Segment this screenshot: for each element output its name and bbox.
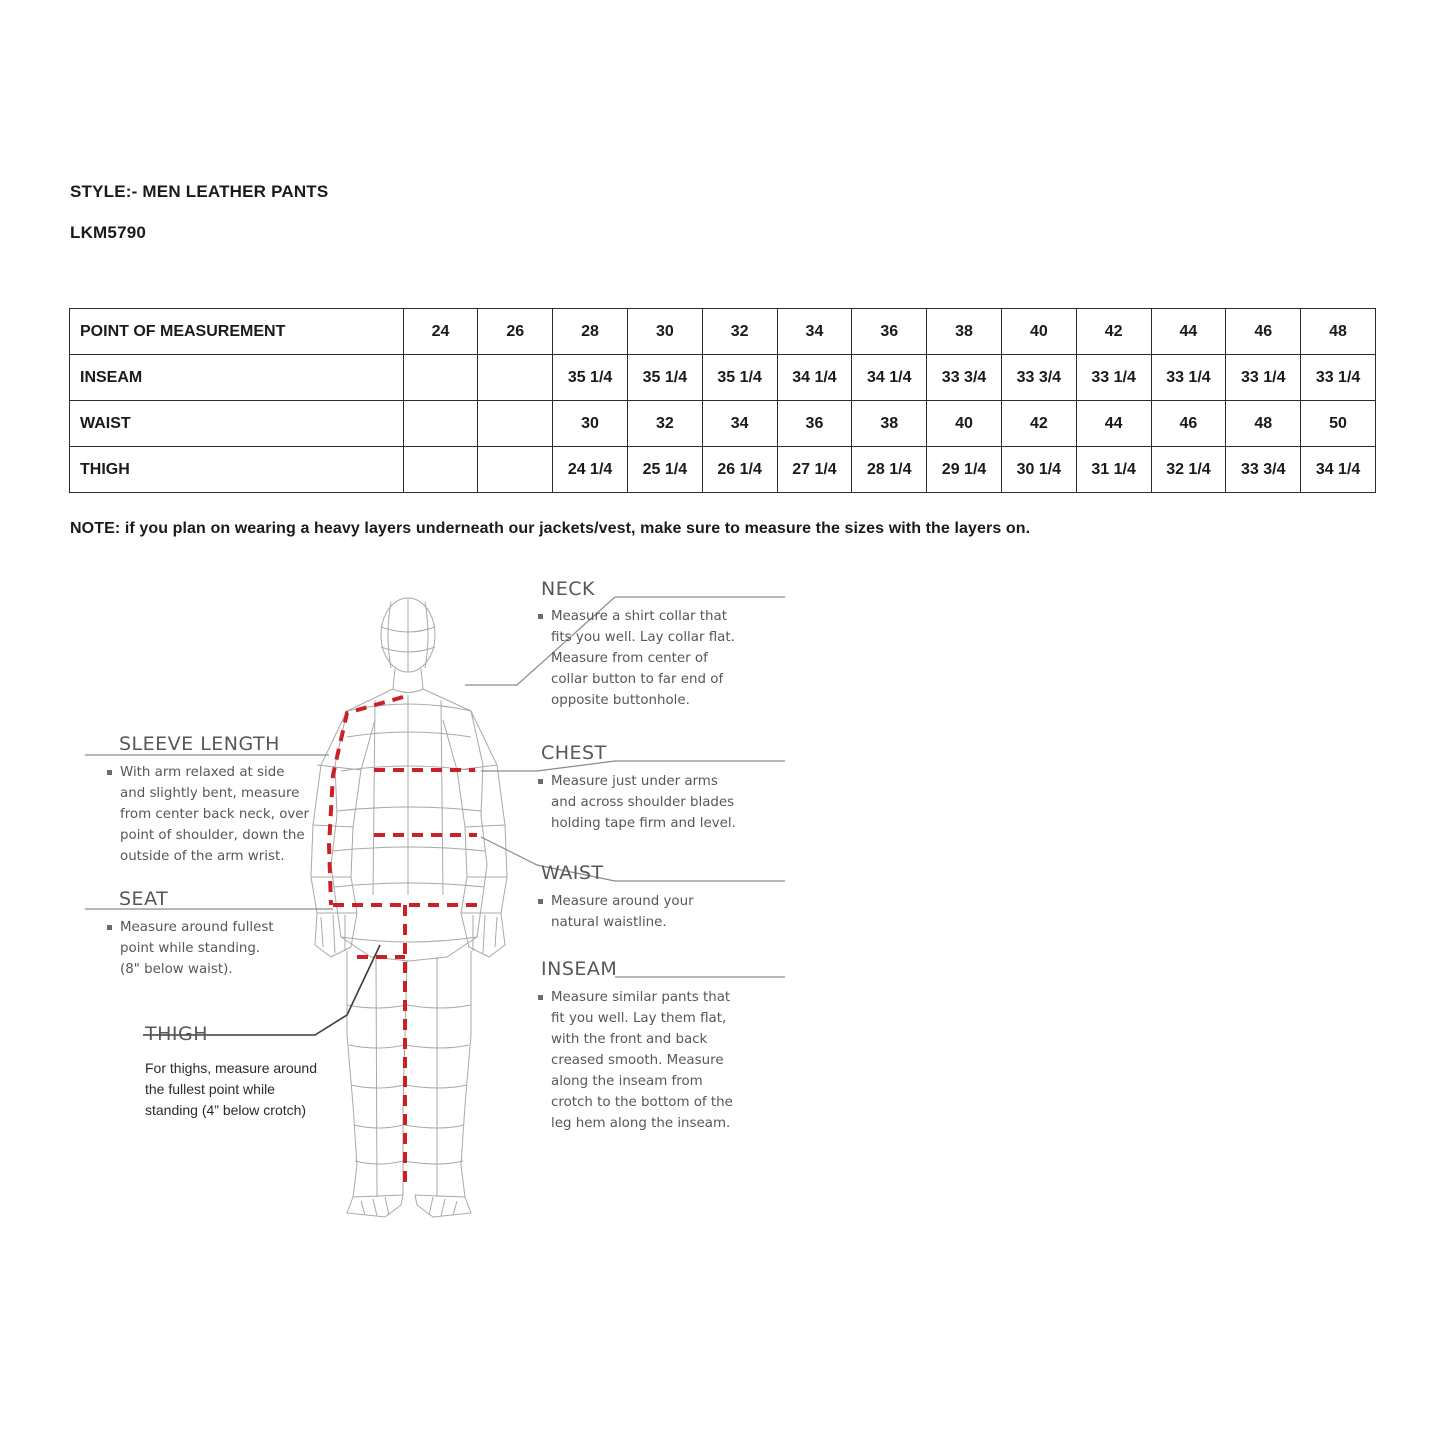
page-title: STYLE:- MEN LEATHER PANTS [70, 182, 329, 201]
mannequin-figure [311, 598, 507, 1217]
cell: 33 1/4 [1226, 355, 1301, 401]
cell: 35 1/4 [627, 355, 702, 401]
table-header-size: 28 [553, 309, 628, 355]
cell: 34 1/4 [852, 355, 927, 401]
leader-waist [481, 837, 785, 881]
cell: 50 [1301, 401, 1376, 447]
table-header-size: 26 [478, 309, 553, 355]
table-header-size: 44 [1151, 309, 1226, 355]
cell [478, 401, 553, 447]
cell: 31 1/4 [1076, 447, 1151, 493]
cell [403, 355, 478, 401]
cell: 35 1/4 [553, 355, 628, 401]
table-header-size: 36 [852, 309, 927, 355]
table-header-size: 46 [1226, 309, 1301, 355]
sleeve-title: SLEEVE LENGTH [119, 733, 280, 755]
cell: 46 [1151, 401, 1226, 447]
seat-title: SEAT [119, 888, 169, 910]
cell: 29 1/4 [927, 447, 1002, 493]
table-header-size: 42 [1076, 309, 1151, 355]
cell: 33 3/4 [1001, 355, 1076, 401]
cell: 26 1/4 [702, 447, 777, 493]
cell: 33 3/4 [927, 355, 1002, 401]
row-label-thigh: THIGH [70, 447, 404, 493]
cell: 28 1/4 [852, 447, 927, 493]
neck-title: NECK [541, 578, 595, 600]
cell [403, 447, 478, 493]
table-header-row [70, 309, 1376, 355]
table-row [70, 401, 1376, 447]
cell: 34 1/4 [1301, 447, 1376, 493]
measurement-note: NOTE: if you plan on wearing a heavy layers underneath our jackets/vest, make sure to measure the sizes with the layers on. [70, 520, 1031, 537]
table-header-size: 40 [1001, 309, 1076, 355]
cell: 48 [1226, 401, 1301, 447]
table-header-size: 34 [777, 309, 852, 355]
cell: 24 1/4 [553, 447, 628, 493]
row-label-inseam: INSEAM [70, 355, 404, 401]
cell: 36 [777, 401, 852, 447]
neck-text: Measure a shirt collar that fits you well. Lay collar flat. Measure from center of collar button to far end of opposite buttonhole. [551, 609, 735, 708]
cell: 30 1/4 [1001, 447, 1076, 493]
cell: 33 1/4 [1076, 355, 1151, 401]
bullet-icon [107, 925, 112, 930]
cell: 32 1/4 [1151, 447, 1226, 493]
waist-text: Measure around your natural waistline. [551, 894, 694, 930]
cell: 27 1/4 [777, 447, 852, 493]
thigh-text: For thighs, measure around the fullest point while standing (4” below crotch) [145, 1060, 317, 1118]
cell [403, 401, 478, 447]
cell [478, 355, 553, 401]
cell: 33 3/4 [1226, 447, 1301, 493]
cell: 30 [553, 401, 628, 447]
measurement-diagram [85, 565, 785, 1225]
cell: 35 1/4 [702, 355, 777, 401]
table-row [70, 447, 1376, 493]
cell: 34 [702, 401, 777, 447]
waist-title: WAIST [541, 862, 604, 884]
cell: 44 [1076, 401, 1151, 447]
cell: 33 1/4 [1151, 355, 1226, 401]
cell [478, 447, 553, 493]
cell: 34 1/4 [777, 355, 852, 401]
cell: 32 [627, 401, 702, 447]
cell: 38 [852, 401, 927, 447]
bullet-icon [538, 779, 543, 784]
bullet-icon [538, 995, 543, 1000]
table-header-size: 32 [702, 309, 777, 355]
inseam-text: Measure similar pants that fit you well. Lay them flat, with the front and back creased smooth. Measure along the inseam from crotch to the bottom of the leg hem along the inseam. [551, 990, 733, 1131]
leader-thigh [143, 945, 380, 1035]
table-header-size: 24 [403, 309, 478, 355]
chest-text: Measure just under arms and across shoulder blades holding tape firm and level. [551, 774, 736, 831]
cell: 25 1/4 [627, 447, 702, 493]
table-header-size: 48 [1301, 309, 1376, 355]
bullet-icon [538, 614, 543, 619]
table-header-size: 38 [927, 309, 1002, 355]
table-header-size: 30 [627, 309, 702, 355]
row-label-waist: WAIST [70, 401, 404, 447]
bullet-icon [107, 770, 112, 775]
table-header-pom: POINT OF MEASUREMENT [70, 309, 404, 355]
leader-chest [481, 761, 785, 771]
cell: 33 1/4 [1301, 355, 1376, 401]
inseam-title: INSEAM [541, 958, 618, 980]
style-code: LKM5790 [70, 223, 147, 242]
sleeve-text: With arm relaxed at side and slightly bent, measure from center back neck, over point of shoulder, down the outside of the arm wrist. [120, 765, 310, 864]
size-measurement-table [69, 308, 1376, 493]
bullet-icon [538, 899, 543, 904]
seat-text: Measure around fullest point while standing. (8" below waist). [120, 920, 274, 977]
tape-sleeve [329, 697, 403, 905]
chest-title: CHEST [541, 742, 607, 764]
thigh-title: THIGH [145, 1023, 209, 1045]
cell: 42 [1001, 401, 1076, 447]
table-row [70, 355, 1376, 401]
cell: 40 [927, 401, 1002, 447]
